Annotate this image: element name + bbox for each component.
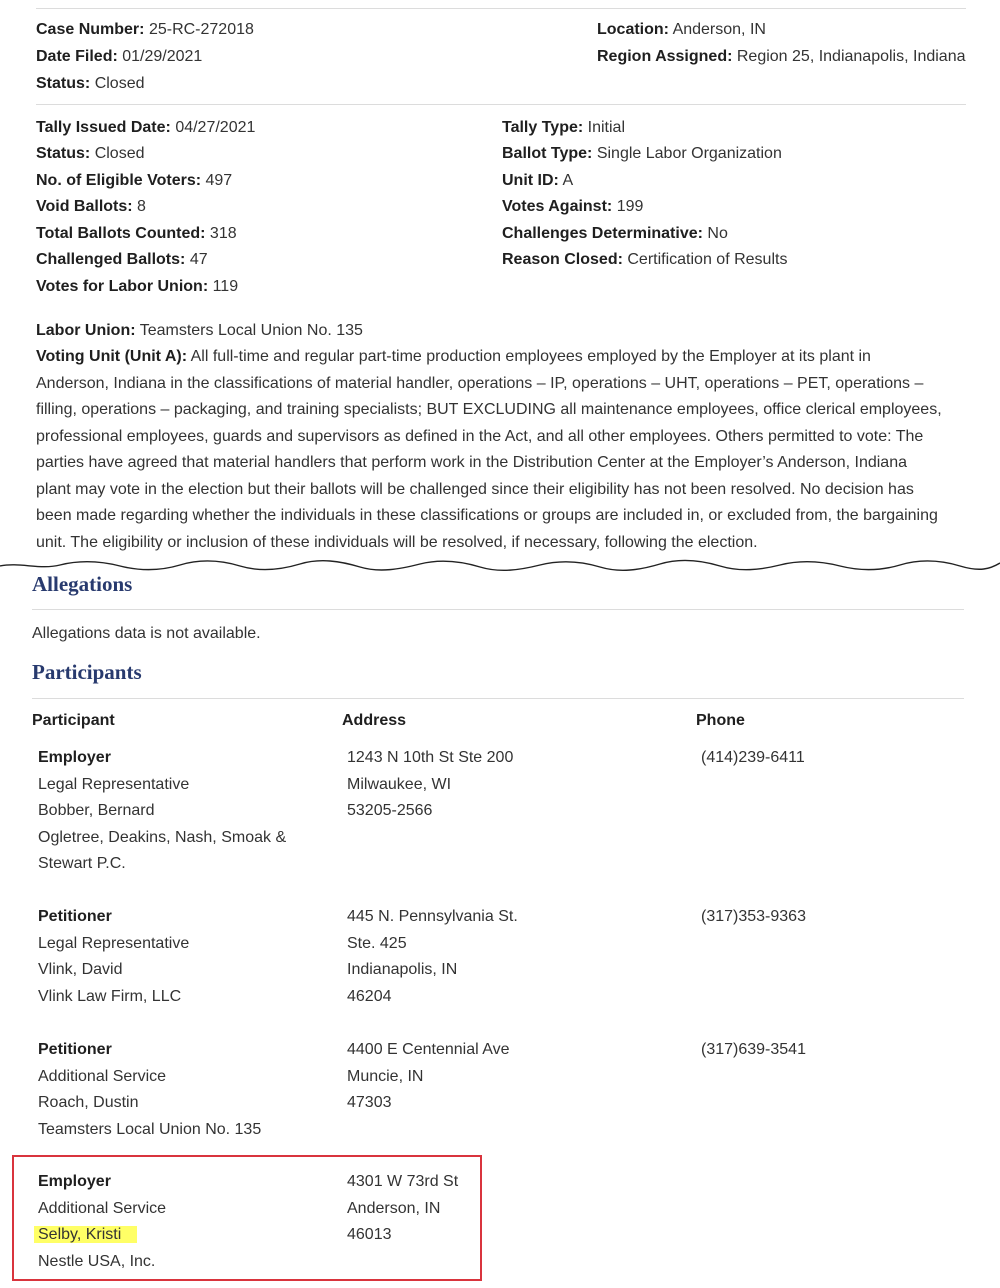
- column-header-participant: Participant: [32, 712, 115, 729]
- column-header-address: Address: [342, 712, 407, 729]
- reason-closed-row: Reason Closed: Certification of Results: [502, 251, 788, 268]
- challenged-ballots-row: Challenged Ballots: 47: [36, 251, 208, 268]
- location-row: Location: Anderson, IN: [597, 21, 766, 38]
- ballot-type-row: Ballot Type: Single Labor Organization: [502, 145, 782, 162]
- participants-divider: [32, 698, 964, 699]
- participant-cell: Petitioner Additional Service Roach, Dustin Teamsters Local Union No. 135: [38, 1041, 262, 1138]
- participant-cell: Petitioner Legal Representative Vlink, David Vlink Law Firm, LLC: [38, 908, 190, 1005]
- void-ballots-row: Void Ballots: 8: [36, 198, 146, 215]
- allegations-heading: Allegations: [32, 572, 133, 596]
- phone-cell: (317)639-3541: [701, 1041, 806, 1058]
- challenges-determinative-row: Challenges Determinative: No: [502, 225, 728, 242]
- tally-status-row: Status: Closed: [36, 145, 145, 162]
- date-filed: 01/29/2021: [122, 48, 203, 65]
- tally-issued-row: Tally Issued Date: 04/27/2021: [36, 119, 256, 136]
- case-divider: [36, 104, 966, 105]
- address-cell: 1243 N 10th St Ste 200 Milwaukee, WI 53205-2566: [347, 749, 514, 819]
- votes-for-row: Votes for Labor Union: 119: [36, 278, 239, 295]
- annotation-box: [12, 1155, 482, 1281]
- highlighted-name: Selby, Kristi: [34, 1226, 137, 1243]
- labor-union-row: Labor Union: Teamsters Local Union No. 135: [36, 322, 363, 339]
- location: Anderson, IN: [672, 21, 766, 38]
- allegations-divider: [32, 609, 964, 610]
- region-row: Region Assigned: Region 25, Indianapolis, Indiana: [597, 48, 966, 65]
- phone-cell: (414)239-6411: [701, 749, 805, 766]
- participant-cell: Employer Additional Service Selby, Kristi Nestle USA, Inc.: [38, 1169, 166, 1275]
- participant-cell: Employer Legal Representative Bobber, Bernard Ogletree, Deakins, Nash, Smoak & Stewart P.C.: [38, 749, 287, 872]
- participants-heading: Participants: [32, 660, 142, 684]
- votes-against-row: Votes Against: 199: [502, 198, 644, 215]
- tally-type-row: Tally Type: Initial: [502, 119, 626, 136]
- top-divider: [36, 8, 966, 9]
- address-cell: 4400 E Centennial Ave Muncie, IN 47303: [347, 1041, 510, 1111]
- region: Region 25, Indianapolis, Indiana: [736, 48, 966, 65]
- case-status: Closed: [94, 75, 145, 92]
- date-filed-row: Date Filed: 01/29/2021: [36, 48, 203, 65]
- torn-edge-divider: [0, 556, 1000, 576]
- allegations-text: Allegations data is not available.: [32, 625, 261, 642]
- phone-cell: (317)353-9363: [701, 908, 806, 925]
- eligible-voters-row: No. of Eligible Voters: 497: [36, 172, 233, 189]
- total-counted-row: Total Ballots Counted: 318: [36, 225, 237, 242]
- column-header-phone: Phone: [696, 712, 745, 729]
- case-status-row: Status: Closed: [36, 75, 145, 92]
- voting-unit-description: Voting Unit (Unit A): All full-time and regular part-time production employees employed by the Employer at its plant in Anderson, Indiana in the classifications of material handler, operations – IP, operations – UHT, operations – PET, operations – filling, operations – packaging, and training specialists; BUT EXCLUDING all maintenance employees, office clerical employees, professional employees, guards and supervisors as defined in the Act, and all other employees. Others permitted to vote: The parties have agreed that material handlers that perform work in the Distribution Center at the Employer’s Anderson, Indiana plant may vote in the election but their ballots will be challenged since their eligibility has not been resolved. No decision has been made regarding whether the individuals in these classifications or groups are included in, or excluded from, the bargaining unit. The eligibility or inclusion of these individuals will be resolved, if necessary, following the election.: [36, 348, 942, 551]
- case-number: 25-RC-272018: [148, 21, 254, 38]
- unit-id-row: Unit ID: A: [502, 172, 574, 189]
- case-number-row: Case Number: 25-RC-272018: [36, 21, 254, 38]
- address-cell: 4301 W 73rd St Anderson, IN 46013: [347, 1173, 459, 1243]
- address-cell: 445 N. Pennsylvania St. Ste. 425 Indianapolis, IN 46204: [347, 908, 518, 1005]
